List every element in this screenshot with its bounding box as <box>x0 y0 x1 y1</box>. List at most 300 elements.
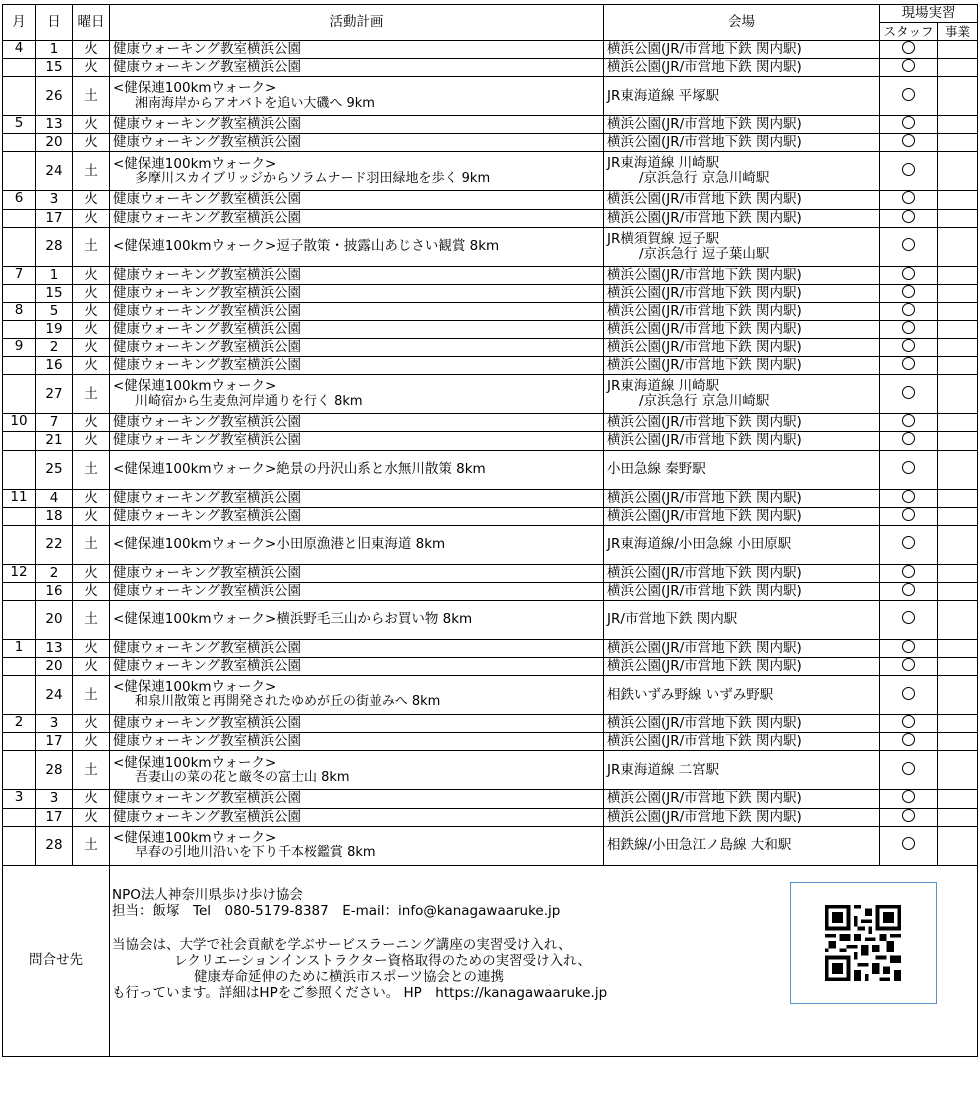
activity-cell <box>110 808 604 826</box>
month-cell <box>3 582 36 600</box>
activity-title: 健康ウォーキング教室横浜公園 <box>113 284 302 301</box>
staff-cell <box>880 284 938 302</box>
activity-cell <box>110 375 604 414</box>
day-cell: 25 <box>36 450 73 489</box>
activity-cell <box>110 339 604 357</box>
month-cell <box>3 284 36 302</box>
day-cell: 24 <box>36 152 73 191</box>
day-cell: 3 <box>36 715 73 733</box>
contact-cell <box>110 865 978 1056</box>
office-cell <box>938 414 978 432</box>
office-cell <box>938 489 978 507</box>
venue-line-2: /京浜急行 逗子葉山駅 <box>639 245 770 262</box>
staff-cell <box>880 507 938 525</box>
day-cell: 27 <box>36 375 73 414</box>
venue-cell <box>604 676 880 715</box>
venue-line: 小田急線 秦野駅 <box>607 460 706 477</box>
month-cell <box>3 77 36 116</box>
venue-line: 横浜公園(JR/市営地下鉄 関内駅) <box>607 134 802 151</box>
circle-mark-icon <box>902 59 915 72</box>
office-cell <box>938 808 978 826</box>
circle-mark-icon <box>902 163 915 176</box>
activity-title: <健保連100kmウォーク>小田原漁港と旧東海道 8km <box>113 536 446 553</box>
circle-mark-icon <box>902 432 915 445</box>
venue-cell <box>604 209 880 227</box>
activity-title: <健保連100kmウォーク>横浜野毛三山からお買い物 8km <box>113 611 473 628</box>
month-cell <box>3 320 36 338</box>
weekday-cell: 火 <box>73 191 110 209</box>
activity-cell <box>110 790 604 808</box>
table-row <box>3 152 978 191</box>
venue-line: 横浜公園(JR/市営地下鉄 関内駅) <box>607 564 802 581</box>
header-office: 事業 <box>938 23 978 41</box>
venue-cell <box>604 191 880 209</box>
day-cell: 16 <box>36 357 73 375</box>
month-cell: 12 <box>3 564 36 582</box>
contact-paragraph-3: 健康寿命延伸のために横浜市スポーツ協会との連携 <box>194 969 504 986</box>
weekday-cell: 火 <box>73 715 110 733</box>
venue-line: JR横須賀線 逗子駅 <box>607 230 720 247</box>
weekday-cell: 土 <box>73 600 110 639</box>
staff-cell <box>880 676 938 715</box>
office-cell <box>938 77 978 116</box>
weekday-cell: 火 <box>73 116 110 134</box>
weekday-cell: 土 <box>73 826 110 865</box>
activity-title: 健康ウォーキング教室横浜公園 <box>113 302 302 319</box>
day-cell: 20 <box>36 600 73 639</box>
circle-mark-icon <box>902 88 915 101</box>
office-cell <box>938 715 978 733</box>
table-row <box>3 525 978 564</box>
table-row <box>3 266 978 284</box>
venue-cell <box>604 134 880 152</box>
day-cell: 1 <box>36 266 73 284</box>
staff-cell <box>880 826 938 865</box>
day-cell: 28 <box>36 826 73 865</box>
circle-mark-icon <box>902 658 915 671</box>
office-cell <box>938 751 978 790</box>
day-cell: 17 <box>36 733 73 751</box>
office-cell <box>938 134 978 152</box>
circle-mark-icon <box>902 583 915 596</box>
office-cell <box>938 59 978 77</box>
office-cell <box>938 41 978 59</box>
venue-line: 横浜公園(JR/市営地下鉄 関内駅) <box>607 357 802 374</box>
activity-title: 健康ウォーキング教室横浜公園 <box>113 715 302 732</box>
office-cell <box>938 676 978 715</box>
circle-mark-icon <box>902 733 915 746</box>
weekday-cell: 土 <box>73 450 110 489</box>
venue-cell <box>604 658 880 676</box>
day-cell: 15 <box>36 59 73 77</box>
table-row <box>3 227 978 266</box>
staff-cell <box>880 639 938 657</box>
venue-line: JR/市営地下鉄 関内駅 <box>607 611 738 628</box>
activity-title: 健康ウォーキング教室横浜公園 <box>113 339 302 356</box>
venue-line: 横浜公園(JR/市営地下鉄 関内駅) <box>607 414 802 431</box>
table-row <box>3 414 978 432</box>
contact-label: 問合せ先 <box>3 865 110 1056</box>
circle-mark-icon <box>902 790 915 803</box>
activity-title: 健康ウォーキング教室横浜公園 <box>113 808 302 825</box>
day-cell: 17 <box>36 209 73 227</box>
table-row <box>3 320 978 338</box>
activity-cell <box>110 227 604 266</box>
venue-line: 横浜公園(JR/市営地下鉄 関内駅) <box>607 339 802 356</box>
day-cell: 19 <box>36 320 73 338</box>
venue-cell <box>604 826 880 865</box>
day-cell: 15 <box>36 284 73 302</box>
staff-cell <box>880 600 938 639</box>
weekday-cell: 土 <box>73 227 110 266</box>
circle-mark-icon <box>902 687 915 700</box>
qr-code-icon[interactable] <box>825 905 901 981</box>
weekday-cell: 火 <box>73 357 110 375</box>
day-cell: 24 <box>36 676 73 715</box>
contact-paragraph-2: レクリエーションインストラクター資格取得のための実習受け入れ、 <box>174 953 591 970</box>
activity-title: <健保連100kmウォーク> <box>113 378 277 395</box>
activity-cell <box>110 134 604 152</box>
staff-cell <box>880 751 938 790</box>
header-day: 日 <box>36 5 73 41</box>
office-cell <box>938 209 978 227</box>
month-cell <box>3 357 36 375</box>
venue-cell <box>604 564 880 582</box>
venue-line: 横浜公園(JR/市営地下鉄 関内駅) <box>607 116 802 133</box>
month-cell <box>3 152 36 191</box>
circle-mark-icon <box>902 508 915 521</box>
table-row <box>3 826 978 865</box>
month-cell <box>3 375 36 414</box>
office-cell <box>938 191 978 209</box>
circle-mark-icon <box>902 116 915 129</box>
office-cell <box>938 375 978 414</box>
qr-code-frame <box>790 882 937 1004</box>
table-row <box>3 284 978 302</box>
office-cell <box>938 266 978 284</box>
circle-mark-icon <box>902 191 915 204</box>
month-cell <box>3 134 36 152</box>
day-cell: 5 <box>36 302 73 320</box>
weekday-cell: 火 <box>73 284 110 302</box>
circle-mark-icon <box>902 267 915 280</box>
office-cell <box>938 639 978 657</box>
activity-detail: 早春の引地川沿いを下り千本桜鑑賞 8km <box>135 844 376 860</box>
activity-detail: 和泉川散策と再開発されたゆめが丘の街並みへ 8km <box>135 694 441 710</box>
weekday-cell: 土 <box>73 375 110 414</box>
activity-cell <box>110 450 604 489</box>
circle-mark-icon <box>902 461 915 474</box>
table-row <box>3 59 978 77</box>
venue-cell <box>604 41 880 59</box>
venue-cell <box>604 414 880 432</box>
venue-line-2: /京浜急行 京急川崎駅 <box>639 393 770 410</box>
venue-cell <box>604 600 880 639</box>
weekday-cell: 火 <box>73 733 110 751</box>
venue-line: JR東海道線 二宮駅 <box>607 761 720 778</box>
staff-cell <box>880 414 938 432</box>
venue-cell <box>604 266 880 284</box>
day-cell: 16 <box>36 582 73 600</box>
table-row <box>3 751 978 790</box>
table-row <box>3 790 978 808</box>
circle-mark-icon <box>902 41 915 54</box>
header-activity: 活動計画 <box>110 5 604 41</box>
day-cell: 3 <box>36 191 73 209</box>
day-cell: 1 <box>36 41 73 59</box>
circle-mark-icon <box>902 285 915 298</box>
activity-cell <box>110 564 604 582</box>
day-cell: 26 <box>36 77 73 116</box>
circle-mark-icon <box>902 809 915 822</box>
month-cell: 2 <box>3 715 36 733</box>
activity-title: 健康ウォーキング教室横浜公園 <box>113 564 302 581</box>
circle-mark-icon <box>902 715 915 728</box>
venue-cell <box>604 715 880 733</box>
staff-cell <box>880 489 938 507</box>
venue-cell <box>604 116 880 134</box>
month-cell <box>3 826 36 865</box>
venue-cell <box>604 525 880 564</box>
table-row <box>3 339 978 357</box>
day-cell: 21 <box>36 432 73 450</box>
month-cell: 6 <box>3 191 36 209</box>
table-row <box>3 41 978 59</box>
weekday-cell: 火 <box>73 790 110 808</box>
activity-title: 健康ウォーキング教室横浜公園 <box>113 134 302 151</box>
month-cell <box>3 658 36 676</box>
header-month: 月 <box>3 5 36 41</box>
venue-cell <box>604 432 880 450</box>
venue-cell <box>604 489 880 507</box>
staff-cell <box>880 152 938 191</box>
header-weekday: 曜日 <box>73 5 110 41</box>
month-cell: 7 <box>3 266 36 284</box>
day-cell: 2 <box>36 564 73 582</box>
staff-cell <box>880 266 938 284</box>
activity-title: 健康ウォーキング教室横浜公園 <box>113 790 302 807</box>
venue-line: 横浜公園(JR/市営地下鉄 関内駅) <box>607 266 802 283</box>
activity-cell <box>110 751 604 790</box>
venue-line: 横浜公園(JR/市営地下鉄 関内駅) <box>607 715 802 732</box>
weekday-cell: 火 <box>73 134 110 152</box>
activity-cell <box>110 733 604 751</box>
venue-line: 横浜公園(JR/市営地下鉄 関内駅) <box>607 639 802 656</box>
weekday-cell: 火 <box>73 414 110 432</box>
table-row <box>3 375 978 414</box>
activity-cell <box>110 266 604 284</box>
staff-cell <box>880 564 938 582</box>
activity-detail: 川崎宿から生麦魚河岸通りを行く 8km <box>135 393 363 409</box>
contact-paragraph-4: も行っています。詳細はHPをご参照ください。 HP https://kanagawaaruke.jp <box>112 985 608 1002</box>
weekday-cell: 火 <box>73 489 110 507</box>
office-cell <box>938 450 978 489</box>
venue-cell <box>604 450 880 489</box>
circle-mark-icon <box>902 640 915 653</box>
staff-cell <box>880 209 938 227</box>
activity-title: 健康ウォーキング教室横浜公園 <box>113 41 302 57</box>
venue-line: 横浜公園(JR/市営地下鉄 関内駅) <box>607 733 802 750</box>
office-cell <box>938 357 978 375</box>
circle-mark-icon <box>902 414 915 427</box>
venue-line: 横浜公園(JR/市営地下鉄 関内駅) <box>607 302 802 319</box>
activity-title: <健保連100kmウォーク> <box>113 754 277 771</box>
day-cell: 22 <box>36 525 73 564</box>
venue-line: 横浜公園(JR/市営地下鉄 関内駅) <box>607 432 802 449</box>
staff-cell <box>880 191 938 209</box>
weekday-cell: 土 <box>73 152 110 191</box>
weekday-cell: 火 <box>73 320 110 338</box>
activity-title: 健康ウォーキング教室横浜公園 <box>113 582 302 599</box>
staff-cell <box>880 357 938 375</box>
month-cell <box>3 450 36 489</box>
activity-title: 健康ウォーキング教室横浜公園 <box>113 733 302 750</box>
day-cell: 2 <box>36 339 73 357</box>
activity-title: 健康ウォーキング教室横浜公園 <box>113 209 302 226</box>
activity-cell <box>110 302 604 320</box>
header-practicum: 現場実習 <box>880 5 978 23</box>
venue-cell <box>604 639 880 657</box>
staff-cell <box>880 525 938 564</box>
activity-cell <box>110 116 604 134</box>
circle-mark-icon <box>902 238 915 251</box>
weekday-cell: 火 <box>73 564 110 582</box>
table-row <box>3 676 978 715</box>
venue-line: 相鉄いずみ野線 いずみ野駅 <box>607 686 774 703</box>
activity-title: <健保連100kmウォーク> <box>113 829 277 846</box>
schedule-rows <box>3 41 978 866</box>
activity-title: 健康ウォーキング教室横浜公園 <box>113 639 302 656</box>
activity-cell <box>110 77 604 116</box>
circle-mark-icon <box>902 134 915 147</box>
activity-title: 健康ウォーキング教室横浜公園 <box>113 191 302 208</box>
activity-cell <box>110 639 604 657</box>
month-cell <box>3 808 36 826</box>
month-cell <box>3 507 36 525</box>
day-cell: 3 <box>36 790 73 808</box>
table-row <box>3 600 978 639</box>
month-cell <box>3 59 36 77</box>
weekday-cell: 火 <box>73 302 110 320</box>
activity-title: <健保連100kmウォーク> <box>113 80 277 97</box>
day-cell: 28 <box>36 751 73 790</box>
venue-cell <box>604 751 880 790</box>
venue-line: 横浜公園(JR/市営地下鉄 関内駅) <box>607 41 802 57</box>
day-cell: 20 <box>36 658 73 676</box>
table-row <box>3 489 978 507</box>
contact-person: 担当：飯塚 Tel 080-5179-8387 E-mail：info@kanagawaaruke.jp <box>112 902 561 919</box>
venue-line: JR東海道線/小田急線 小田原駅 <box>607 536 792 553</box>
staff-cell <box>880 320 938 338</box>
activity-cell <box>110 489 604 507</box>
schedule-table <box>2 4 978 1057</box>
venue-cell <box>604 227 880 266</box>
venue-line: 横浜公園(JR/市営地下鉄 関内駅) <box>607 582 802 599</box>
venue-line: 横浜公園(JR/市営地下鉄 関内駅) <box>607 658 802 675</box>
table-row <box>3 191 978 209</box>
staff-cell <box>880 790 938 808</box>
activity-title: <健保連100kmウォーク>逗子散策・披露山あじさい観賞 8km <box>113 238 500 255</box>
table-row <box>3 733 978 751</box>
table-row <box>3 715 978 733</box>
venue-line: 相鉄線/小田急江ノ島線 大和駅 <box>607 837 792 854</box>
day-cell: 18 <box>36 507 73 525</box>
venue-cell <box>604 284 880 302</box>
month-cell: 4 <box>3 41 36 59</box>
month-cell <box>3 525 36 564</box>
weekday-cell: 火 <box>73 339 110 357</box>
venue-line: JR東海道線 川崎駅 <box>607 378 720 395</box>
activity-title: <健保連100kmウォーク> <box>113 679 277 696</box>
activity-title: 健康ウォーキング教室横浜公園 <box>113 320 302 337</box>
month-cell <box>3 209 36 227</box>
activity-title: 健康ウォーキング教室横浜公園 <box>113 116 302 133</box>
venue-cell <box>604 152 880 191</box>
contact-text <box>112 888 607 1003</box>
office-cell <box>938 826 978 865</box>
activity-detail: 吾妻山の菜の花と厳冬の富士山 8km <box>135 769 350 785</box>
activity-cell <box>110 284 604 302</box>
month-cell: 10 <box>3 414 36 432</box>
weekday-cell: 火 <box>73 658 110 676</box>
activity-cell <box>110 414 604 432</box>
month-cell <box>3 227 36 266</box>
weekday-cell: 火 <box>73 582 110 600</box>
staff-cell <box>880 432 938 450</box>
venue-cell <box>604 733 880 751</box>
office-cell <box>938 525 978 564</box>
month-cell: 9 <box>3 339 36 357</box>
weekday-cell: 土 <box>73 525 110 564</box>
activity-cell <box>110 152 604 191</box>
header-venue: 会場 <box>604 5 880 41</box>
venue-cell <box>604 59 880 77</box>
activity-title: 健康ウォーキング教室横浜公園 <box>113 59 302 76</box>
activity-title: 健康ウォーキング教室横浜公園 <box>113 414 302 431</box>
venue-cell <box>604 302 880 320</box>
activity-cell <box>110 320 604 338</box>
table-row <box>3 116 978 134</box>
contact-org: NPO法人神奈川県歩け歩け協会 <box>112 886 303 903</box>
venue-line: 横浜公園(JR/市営地下鉄 関内駅) <box>607 284 802 301</box>
circle-mark-icon <box>902 837 915 850</box>
activity-cell <box>110 525 604 564</box>
day-cell: 20 <box>36 134 73 152</box>
day-cell: 13 <box>36 639 73 657</box>
day-cell: 13 <box>36 116 73 134</box>
office-cell <box>938 790 978 808</box>
venue-line: JR東海道線 川崎駅 <box>607 155 720 172</box>
activity-title: <健保連100kmウォーク> <box>113 155 277 172</box>
office-cell <box>938 507 978 525</box>
staff-cell <box>880 134 938 152</box>
activity-cell <box>110 715 604 733</box>
office-cell <box>938 733 978 751</box>
activity-title: <健保連100kmウォーク>絶景の丹沢山系と水無川散策 8km <box>113 460 486 477</box>
office-cell <box>938 432 978 450</box>
venue-line: 横浜公園(JR/市営地下鉄 関内駅) <box>607 320 802 337</box>
staff-cell <box>880 41 938 59</box>
office-cell <box>938 658 978 676</box>
weekday-cell: 火 <box>73 41 110 59</box>
activity-cell <box>110 676 604 715</box>
weekday-cell: 火 <box>73 639 110 657</box>
activity-cell <box>110 658 604 676</box>
venue-cell <box>604 790 880 808</box>
activity-cell <box>110 600 604 639</box>
table-row <box>3 302 978 320</box>
staff-cell <box>880 77 938 116</box>
